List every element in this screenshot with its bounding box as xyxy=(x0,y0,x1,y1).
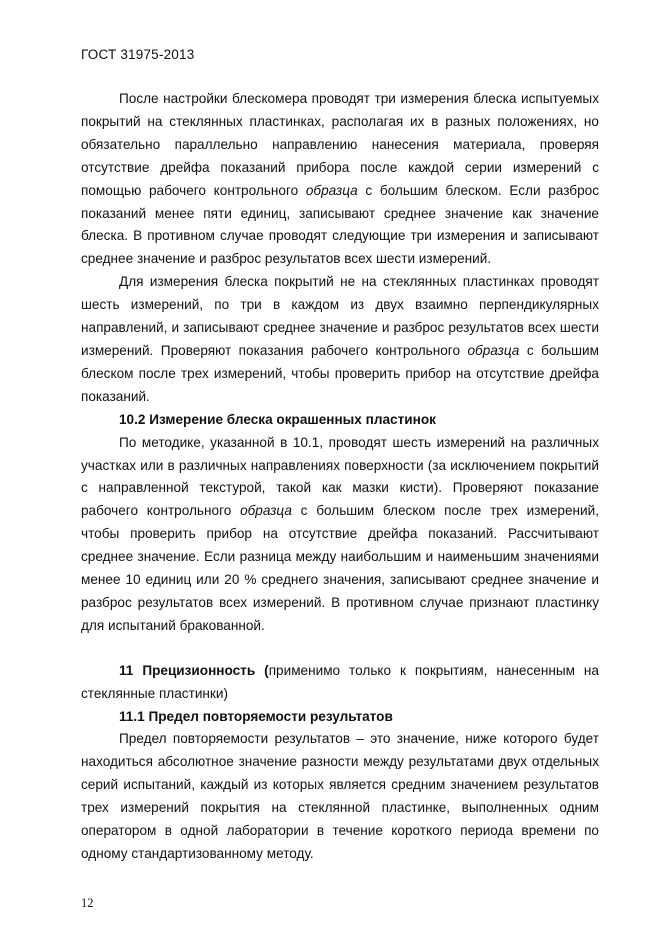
paragraph-text: После настройки блескомера проводят три измерения блеска испытуемых покрытий на стеклянных пластинках, располагая их в разных положениях, но обязательно параллельно направлению нанесения материала, проверяя отсутствие дрейфа показаний прибора после каждой серии измерений с помощью рабочего контрольного xyxy=(81,91,599,198)
section-heading-11 xyxy=(81,660,599,706)
paragraph-gloss-measurement-nonglass xyxy=(81,271,599,408)
paragraph-text: с большим блеском после трех измерений, чтобы проверить прибор на отсутствие дрейфа показаний. Рассчитывают среднее значение. Если разница между наибольшим и наименьшим значениями менее 10 единиц или 20 % среднего значения, записывают среднее значение и разброс результатов всех измерений. В противном случае признают пластинку для испытаний бракованной. xyxy=(81,503,599,633)
section-heading-11-title: 11 Прецизионность ( xyxy=(119,662,269,678)
section-spacer xyxy=(81,638,599,660)
section-heading-10-2: 10.2 Измерение блеска окрашенных пластинок xyxy=(119,411,436,427)
paragraph-painted-panels xyxy=(81,432,599,638)
italic-term: образца xyxy=(467,342,520,358)
paragraph-text: Для измерения блеска покрытий не на стеклянных пластинках проводят шесть измерений, по три в каждом из двух взаимно перпендикулярных направлений, и записывают среднее значение и разброс результатов всех шести измерений. Проверяют показания рабочего контрольного xyxy=(81,274,599,358)
section-heading-11-note: применимо только к покрытиям, нанесенным на стеклянные пластинки) xyxy=(81,662,599,701)
paragraph-text: с большим блеском после трех измерений, чтобы проверить прибор на отсутствие дрейфа показаний. xyxy=(81,342,599,404)
paragraph-gloss-measurement-glass xyxy=(81,88,599,271)
page-number: 12 xyxy=(81,896,94,910)
paragraph-text: По методике, указанной в 10.1, проводят шесть измерений на различных участках или в различных направлениях поверхности (за исключением покрытий с направленной текстурой, такой как мазки кисти). Проверяют показание рабочего контрольного xyxy=(81,434,599,519)
paragraph-text: с большим блеском. Если разброс показаний менее пяти единиц, записывают среднее значение как значение блеска. В противном случае проводят следующие три измерения и записывают среднее значение и разброс результатов всех шести измерений. xyxy=(81,182,599,267)
document-header: ГОСТ 31975-2013 xyxy=(81,47,195,62)
italic-term: образца xyxy=(240,503,292,519)
italic-term: образца xyxy=(305,182,358,198)
document-body xyxy=(81,88,599,866)
section-heading-11-1: 11.1 Предел повторяемости результатов xyxy=(119,708,393,724)
paragraph-repeatability-limit: Предел повторяемости результатов – это значение, ниже которого будет находиться абсолютное значение разности между результатами двух отдельных серий испытаний, каждый из которых является средним значением результатов трех измерений покрытия на стеклянной пластинке, выполненных одним оператором в одной лаборатории в течение короткого периода времени по одному стандартизованному методу. xyxy=(81,731,599,861)
